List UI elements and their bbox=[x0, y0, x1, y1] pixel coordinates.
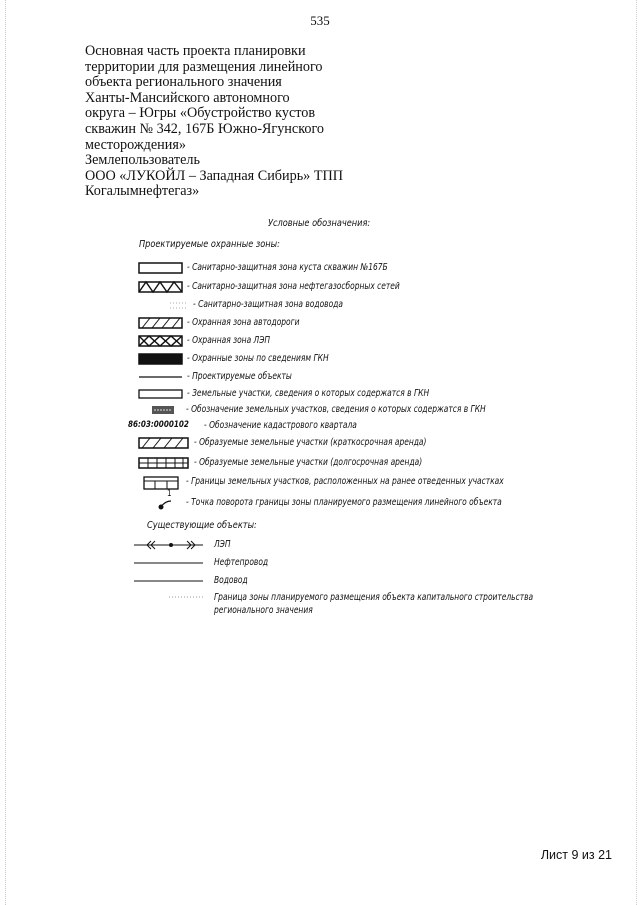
legend-item bbox=[0, 352, 640, 368]
legend-item bbox=[0, 403, 640, 419]
legend-label: - Образуемые земельные участки (долгосрочная аренда) bbox=[194, 457, 423, 468]
legend-item bbox=[0, 261, 640, 277]
header-line: Основная часть проекта планировки bbox=[85, 43, 306, 59]
oil-pipeline-line-symbol bbox=[133, 556, 205, 570]
legend-label: - Санитарно-защитная зона куста скважин №167Б bbox=[187, 262, 388, 273]
header-line: скважин № 342, 167Б Южно-Ягунского bbox=[85, 120, 325, 137]
legend-label: - Охранная зона автодороги bbox=[187, 317, 300, 328]
page-number: 535 bbox=[310, 13, 330, 28]
zigzag-rect-symbol bbox=[138, 280, 184, 294]
legend-label: - Обозначение кадастрового квартала bbox=[204, 420, 357, 431]
short-lease-hatched-symbol bbox=[138, 436, 192, 450]
existing-objects-title: Существующие объекты: bbox=[147, 520, 257, 531]
legend-item bbox=[0, 370, 640, 386]
legend-label: - Земельные участки, сведения о которых содержатся в ГКН bbox=[187, 388, 430, 399]
dotted-pair-symbol bbox=[168, 298, 188, 312]
legend-item bbox=[0, 489, 640, 512]
projected-object-line-symbol bbox=[138, 370, 184, 384]
plain-rect-symbol bbox=[138, 261, 184, 275]
legend-label: - Охранная зона ЛЭП bbox=[187, 335, 271, 346]
legend-item bbox=[0, 298, 640, 314]
parcel-rect-symbol bbox=[138, 387, 184, 401]
legend-label: - Охранные зоны по сведениям ГКН bbox=[187, 353, 329, 364]
legend-label: - Проектируемые объекты bbox=[187, 371, 292, 382]
legend-label: Водовод bbox=[214, 575, 248, 586]
legend-label: - Границы земельных участков, расположенных на ранее отведенных участках bbox=[186, 476, 504, 487]
legend-item bbox=[0, 556, 640, 572]
legend-item bbox=[0, 387, 640, 403]
header-line: Ханты-Мансийского автономного bbox=[85, 89, 290, 106]
header-line: Когалымнефтегаз» bbox=[85, 183, 200, 200]
legend-item bbox=[0, 590, 640, 620]
projected-zones-title: Проектируемые охранные зоны: bbox=[139, 239, 280, 250]
legend-label: - Санитарно-защитная зона водовода bbox=[193, 299, 343, 310]
scan-edge-left bbox=[5, 0, 6, 905]
header-line: округа – Югры «Обустройство кустов bbox=[85, 105, 316, 122]
boundary-bracket-symbol bbox=[143, 475, 183, 491]
legend-label: - Точка поворота границы зоны планируемого размещения линейного объекта bbox=[186, 497, 502, 508]
header-line: объекта регионального значения bbox=[85, 74, 282, 91]
header-line: территории для размещения линейного bbox=[85, 58, 323, 75]
zone-boundary-dotted-symbol bbox=[168, 590, 206, 604]
parcel-mark-symbol bbox=[150, 403, 180, 417]
filled-rect-symbol bbox=[138, 352, 184, 366]
power-line-symbol bbox=[133, 538, 205, 552]
legend-item bbox=[0, 538, 640, 554]
long-lease-grid-symbol bbox=[138, 456, 192, 470]
cadastral-code-sample: 86:03:0000102 bbox=[128, 420, 189, 430]
legend-label: Нефтепровод bbox=[214, 557, 269, 568]
scan-edge-right bbox=[636, 0, 637, 905]
document-header bbox=[85, 44, 385, 200]
legend-item bbox=[0, 419, 640, 435]
hatched-rect-symbol bbox=[138, 316, 184, 330]
legend-item bbox=[0, 436, 640, 452]
legend-item bbox=[0, 316, 640, 332]
turn-point-number: 1 bbox=[167, 489, 172, 499]
legend-item bbox=[0, 475, 640, 491]
legend-item bbox=[0, 280, 640, 296]
legend-label: Граница зоны планируемого размещения объекта капитального строительства регионального значения bbox=[214, 592, 534, 616]
water-pipeline-line-symbol bbox=[133, 574, 205, 588]
legend-label: - Образуемые земельные участки (краткосрочная аренда) bbox=[194, 437, 427, 448]
header-line: Землепользователь bbox=[85, 152, 200, 169]
header-line: ООО «ЛУКОЙЛ – Западная Сибирь» ТПП bbox=[85, 167, 343, 184]
header-line: месторождения» bbox=[85, 136, 186, 153]
legend-title: Условные обозначения: bbox=[268, 218, 371, 229]
sheet-number: Лист 9 из 21 bbox=[540, 848, 612, 862]
legend-label: ЛЭП bbox=[214, 539, 231, 550]
cross-rect-symbol bbox=[138, 334, 184, 348]
legend-item bbox=[0, 574, 640, 590]
legend-item bbox=[0, 456, 640, 472]
legend-label: - Санитарно-защитная зона нефтегазосборных сетей bbox=[187, 281, 400, 292]
legend-item bbox=[0, 334, 640, 350]
legend-label: - Обозначение земельных участков, сведения о которых содержатся в ГКН bbox=[186, 404, 486, 415]
